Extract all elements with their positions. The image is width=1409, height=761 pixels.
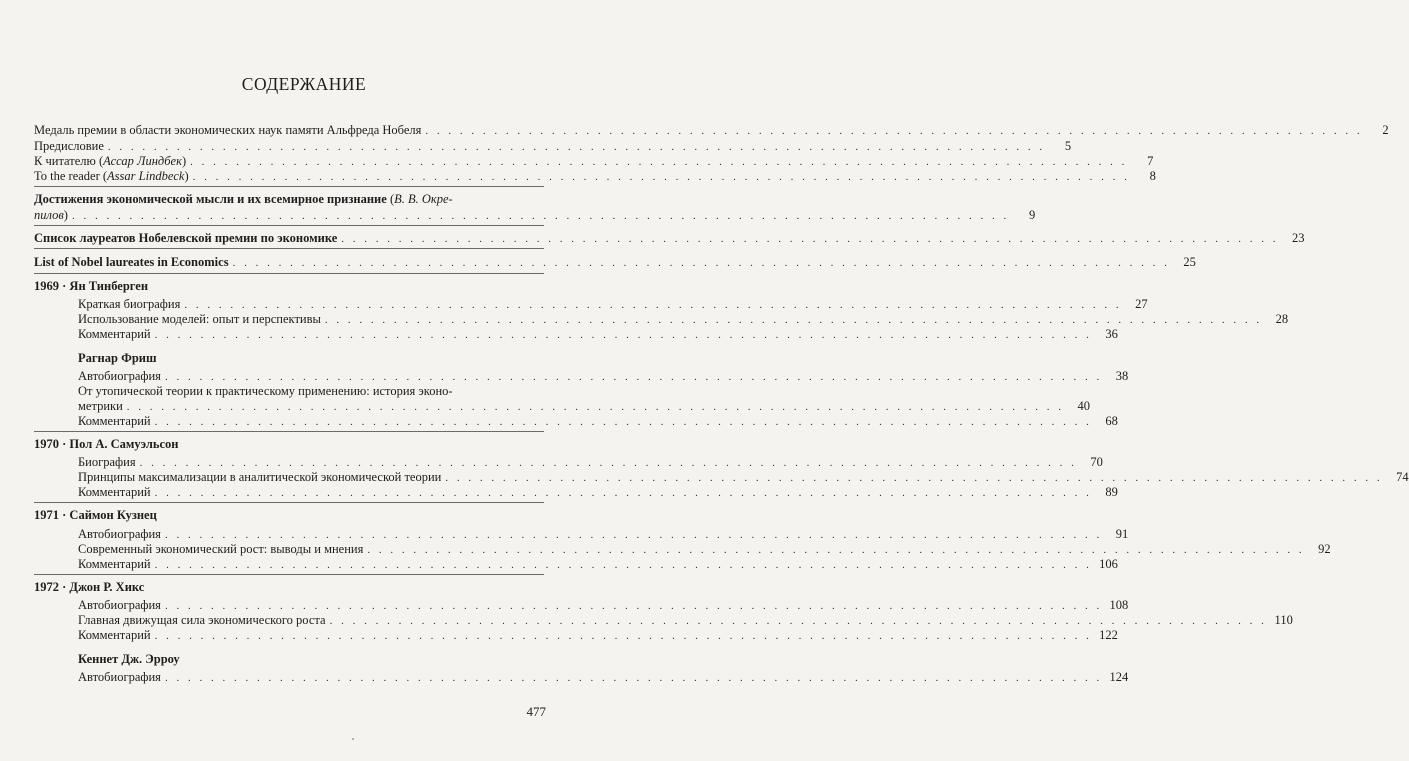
- dot-leader: . . . . . . . . . . . . . . . . . . . . . . . . . . . . . . . . . . . . . . . . . . . . . . . . . . . . . . . . . . . . . . . . . . . . . . . . . . . . . . . . . .: [164, 371, 1103, 383]
- entry-label: Современный экономический рост: выводы и мнения: [78, 542, 364, 556]
- entry-page: 91: [1115, 527, 1129, 541]
- dot-leader: . . . . . . . . . . . . . . . . . . . . . . . . . . . . . . . . . . . . . . . . . . . . . . . . . . . . . . . . . . . . . . . . . . . . . . . . . . . . . . . . . .: [341, 233, 1279, 245]
- dot-leader: . . . . . . . . . . . . . . . . . . . . . . . . . . . . . . . . . . . . . . . . . . . . . . . . . . . . . . . . . . . . . . . . . . . . . . . . . . . . . . . . . .: [164, 600, 1103, 612]
- entry-label: Автобиография: [78, 369, 161, 383]
- entry-page: 2: [1382, 123, 1389, 137]
- page-number: 477: [526, 704, 546, 719]
- laureate-heading: Кеннет Дж. Эрроу: [78, 652, 180, 666]
- toc-entry[interactable]: [78, 485, 1118, 501]
- entry-page: 25: [1183, 255, 1196, 269]
- entry-page: 40: [1077, 399, 1091, 413]
- page-title: СОДЕРЖАНИЕ: [241, 74, 367, 94]
- toc-entry[interactable]: [78, 455, 1103, 471]
- entry-label: Использование моделей: опыт и перспективы: [78, 312, 321, 326]
- dot-leader: . . . . . . . . . . . . . . . . . . . . . . . . . . . . . . . . . . . . . . . . . . . . . . . . . . . . . . . . . . . . . . . . . . . . . . . . . . . . . . . . . .: [154, 559, 1092, 571]
- toc-entry[interactable]: [78, 598, 1129, 614]
- dot-leader: . . . . . . . . . . . . . . . . . . . . . . . . . . . . . . . . . . . . . . . . . . . . . . . . . . . . . . . . . . . . . . . . . . . . . . . . . . . . . . . . . .: [107, 141, 1046, 153]
- entry-page: 8: [1149, 169, 1156, 183]
- laureate-heading: 1969 · Ян Тинберген: [34, 279, 149, 293]
- laureate-heading: 1972 · Джон Р. Хикс: [34, 580, 145, 594]
- dot-leader: . . . . . . . . . . . . . . . . . . . . . . . . . . . . . . . . . . . . . . . . . . . . . . . . . . . . . . . . . . . . . . . . . . . . . . . . . . . . . . . . . .: [232, 257, 1170, 269]
- entry-page: 7: [1147, 154, 1154, 168]
- entry-page: 36: [1105, 327, 1118, 341]
- dot-leader: . . . . . . . . . . . . . . . . . . . . . . . . . . . . . . . . . . . . . . . . . . . . . . . . . . . . . . . . . . . . . . . . . . . . . . . . . . . . . . . . . .: [184, 299, 1122, 311]
- entry-label: To the reader (Assar Lindbeck): [34, 169, 189, 183]
- entry-label: Автобиография: [78, 670, 161, 684]
- dot-leader: . . . . . . . . . . . . . . . . . . . . . . . . . . . . . . . . . . . . . . . . . . . . . . . . . . . . . . . . . . . . . . . . . . . . . . . . . . . . . . . . . .: [445, 472, 1383, 484]
- laureate-heading: Рагнар Фриш: [78, 351, 157, 365]
- dot-leader: . . . . . . . . . . . . . . . . . . . . . . . . . . . . . . . . . . . . . . . . . . . . . . . . . . . . . . . . . . . . . . . . . . . . . . . . . . . . . . . . . .: [329, 615, 1267, 627]
- entry-page: 92: [1318, 542, 1331, 556]
- entry-page: 27: [1135, 297, 1148, 311]
- author-name: В. В. Окре-: [394, 192, 453, 206]
- entry-label: Биография: [78, 455, 136, 469]
- entry-page: 124: [1109, 670, 1129, 684]
- toc-entry[interactable]: [78, 312, 1289, 328]
- entry-page: 38: [1115, 369, 1129, 383]
- entry-page: 68: [1105, 414, 1118, 428]
- toc-entry[interactable]: [78, 542, 1331, 558]
- toc-entry[interactable]: [78, 327, 1118, 343]
- section-divider: [34, 431, 544, 432]
- toc-entry[interactable]: [78, 369, 1129, 385]
- dot-leader: . . . . . . . . . . . . . . . . . . . . . . . . . . . . . . . . . . . . . . . . . . . . . . . . . . . . . . . . . . . . . . . . . . . . . . . . . . . . . . . . . .: [367, 544, 1305, 556]
- toc-entry-laureate-list-en[interactable]: [34, 255, 1196, 271]
- section-divider: [34, 186, 544, 187]
- entry-label: Комментарий: [78, 628, 151, 642]
- section-divider: [34, 273, 544, 274]
- section-divider: [34, 248, 544, 249]
- entry-page: 106: [1099, 557, 1118, 571]
- entry-page: 122: [1099, 628, 1118, 642]
- entry-label: List of Nobel laureates in Economics: [34, 255, 229, 269]
- dot-leader: . . . . . . . . . . . . . . . . . . . . . . . . . . . . . . . . . . . . . . . . . . . . . . . . . . . . . . . . . . . . . . . . . . . . . . . . . . . . . . . . . .: [139, 457, 1077, 469]
- entry-label: Комментарий: [78, 557, 151, 571]
- dot-leader: . . . . . . . . . . . . . . . . . . . . . . . . . . . . . . . . . . . . . . . . . . . . . . . . . . . . . . . . . . . . . . . . . . . . . . . . . . . . . . . . . .: [192, 171, 1130, 183]
- entry-page: 110: [1274, 613, 1293, 627]
- dot-leader: . . . . . . . . . . . . . . . . . . . . . . . . . . . . . . . . . . . . . . . . . . . . . . . . . . . . . . . . . . . . . . . . . . . . . . . . . . . . . . . . . .: [154, 487, 1092, 499]
- entry-label: Главная движущая сила экономического роста: [78, 613, 326, 627]
- laureate-heading: 1970 · Пол А. Самуэльсон: [34, 437, 179, 451]
- dot-leader: . . . . . . . . . . . . . . . . . . . . . . . . . . . . . . . . . . . . . . . . . . . . . . . . . . . . . . . . . . . . . . . . . . . . . . . . . . . . . . . . . .: [425, 125, 1363, 137]
- entry-label: Комментарий: [78, 414, 151, 428]
- section-divider: [34, 225, 544, 226]
- entry-page: 28: [1275, 312, 1289, 326]
- section-divider: [34, 502, 544, 503]
- author-name: Ассар Линдбек: [103, 154, 182, 168]
- entry-label[interactable]: От утопической теории к практическому применению: история эконо-: [78, 384, 453, 398]
- dot-leader: . . . . . . . . . . . . . . . . . . . . . . . . . . . . . . . . . . . . . . . . . . . . . . . . . . . . . . . . . . . . . . . . . . . . . . . . . . . . . . . . . .: [154, 416, 1092, 428]
- author-name: Assar Lindbeck: [107, 169, 185, 183]
- toc-entry-medal[interactable]: [34, 123, 1389, 139]
- entry-page: 74: [1396, 470, 1409, 484]
- entry-label: Предисловие: [34, 139, 104, 153]
- entry-label: Автобиография: [78, 527, 161, 541]
- entry-page: 23: [1292, 231, 1305, 245]
- entry-label: К читателю (Ассар Линдбек): [34, 154, 187, 168]
- toc-entry[interactable]: [78, 470, 1409, 486]
- entry-label: пилов): [34, 208, 68, 222]
- toc-entry-laureate-list-ru[interactable]: [34, 231, 1305, 247]
- toc-entry-to-reader-ru[interactable]: [34, 154, 1154, 170]
- dot-leader: . . . . . . . . . . . . . . . . . . . . . . . . . . . . . . . . . . . . . . . . . . . . . . . . . . . . . . . . . . . . . . . . . . . . . . . . . . . . . . . . . .: [126, 401, 1065, 413]
- entry-label: метрики: [78, 399, 123, 413]
- toc-entry[interactable]: [78, 527, 1129, 543]
- toc-entry[interactable]: [78, 628, 1118, 644]
- entry-page: 89: [1105, 485, 1118, 499]
- section-divider: [34, 574, 544, 575]
- paper-speck: [352, 738, 354, 740]
- entry-label: Автобиография: [78, 598, 161, 612]
- toc-entry-achievements-cont[interactable]: [34, 208, 1036, 224]
- toc-entry[interactable]: [78, 414, 1118, 430]
- entry-label: Достижения экономической мысли и их всемирное признание: [34, 192, 387, 206]
- laureate-heading: 1971 · Саймон Кузнец: [34, 508, 157, 522]
- toc-entry[interactable]: [78, 399, 1091, 415]
- dot-leader: . . . . . . . . . . . . . . . . . . . . . . . . . . . . . . . . . . . . . . . . . . . . . . . . . . . . . . . . . . . . . . . . . . . . . . . . . . . . . . . . . .: [324, 314, 1263, 326]
- toc-entry-preface[interactable]: [34, 139, 1072, 155]
- entry-label: Комментарий: [78, 327, 151, 341]
- dot-leader: . . . . . . . . . . . . . . . . . . . . . . . . . . . . . . . . . . . . . . . . . . . . . . . . . . . . . . . . . . . . . . . . . . . . . . . . . . . . . . . . . .: [71, 210, 1010, 222]
- entry-label: Принципы максимализации в аналитической экономической теории: [78, 470, 442, 484]
- dot-leader: . . . . . . . . . . . . . . . . . . . . . . . . . . . . . . . . . . . . . . . . . . . . . . . . . . . . . . . . . . . . . . . . . . . . . . . . . . . . . . . . . .: [154, 329, 1092, 341]
- entry-label: Комментарий: [78, 485, 151, 499]
- entry-page: 9: [1028, 208, 1036, 222]
- entry-label: Медаль премии в области экономических наук памяти Альфреда Нобеля: [34, 123, 422, 137]
- dot-leader: . . . . . . . . . . . . . . . . . . . . . . . . . . . . . . . . . . . . . . . . . . . . . . . . . . . . . . . . . . . . . . . . . . . . . . . . . . . . . . . . . .: [164, 672, 1103, 684]
- toc-entry[interactable]: [78, 613, 1293, 629]
- entry-label: Краткая биография: [78, 297, 181, 311]
- toc-entry[interactable]: [78, 670, 1129, 686]
- dot-leader: . . . . . . . . . . . . . . . . . . . . . . . . . . . . . . . . . . . . . . . . . . . . . . . . . . . . . . . . . . . . . . . . . . . . . . . . . . . . . . . . . .: [154, 630, 1092, 642]
- dot-leader: . . . . . . . . . . . . . . . . . . . . . . . . . . . . . . . . . . . . . . . . . . . . . . . . . . . . . . . . . . . . . . . . . . . . . . . . . . . . . . . . . .: [164, 529, 1103, 541]
- entry-page: 108: [1109, 598, 1129, 612]
- entry-page: 70: [1090, 455, 1103, 469]
- toc-entry[interactable]: [78, 297, 1148, 313]
- toc-entry-achievements[interactable]: Достижения экономической мысли и их всемирное признание (В. В. Окре-: [34, 192, 453, 206]
- entry-page: 5: [1064, 139, 1072, 153]
- dot-leader: . . . . . . . . . . . . . . . . . . . . . . . . . . . . . . . . . . . . . . . . . . . . . . . . . . . . . . . . . . . . . . . . . . . . . . . . . . . . . . . . . .: [190, 156, 1128, 168]
- toc-entry[interactable]: [78, 557, 1118, 573]
- entry-label: Список лауреатов Нобелевской премии по экономике: [34, 231, 338, 245]
- toc-entry-to-reader-en[interactable]: [34, 169, 1156, 185]
